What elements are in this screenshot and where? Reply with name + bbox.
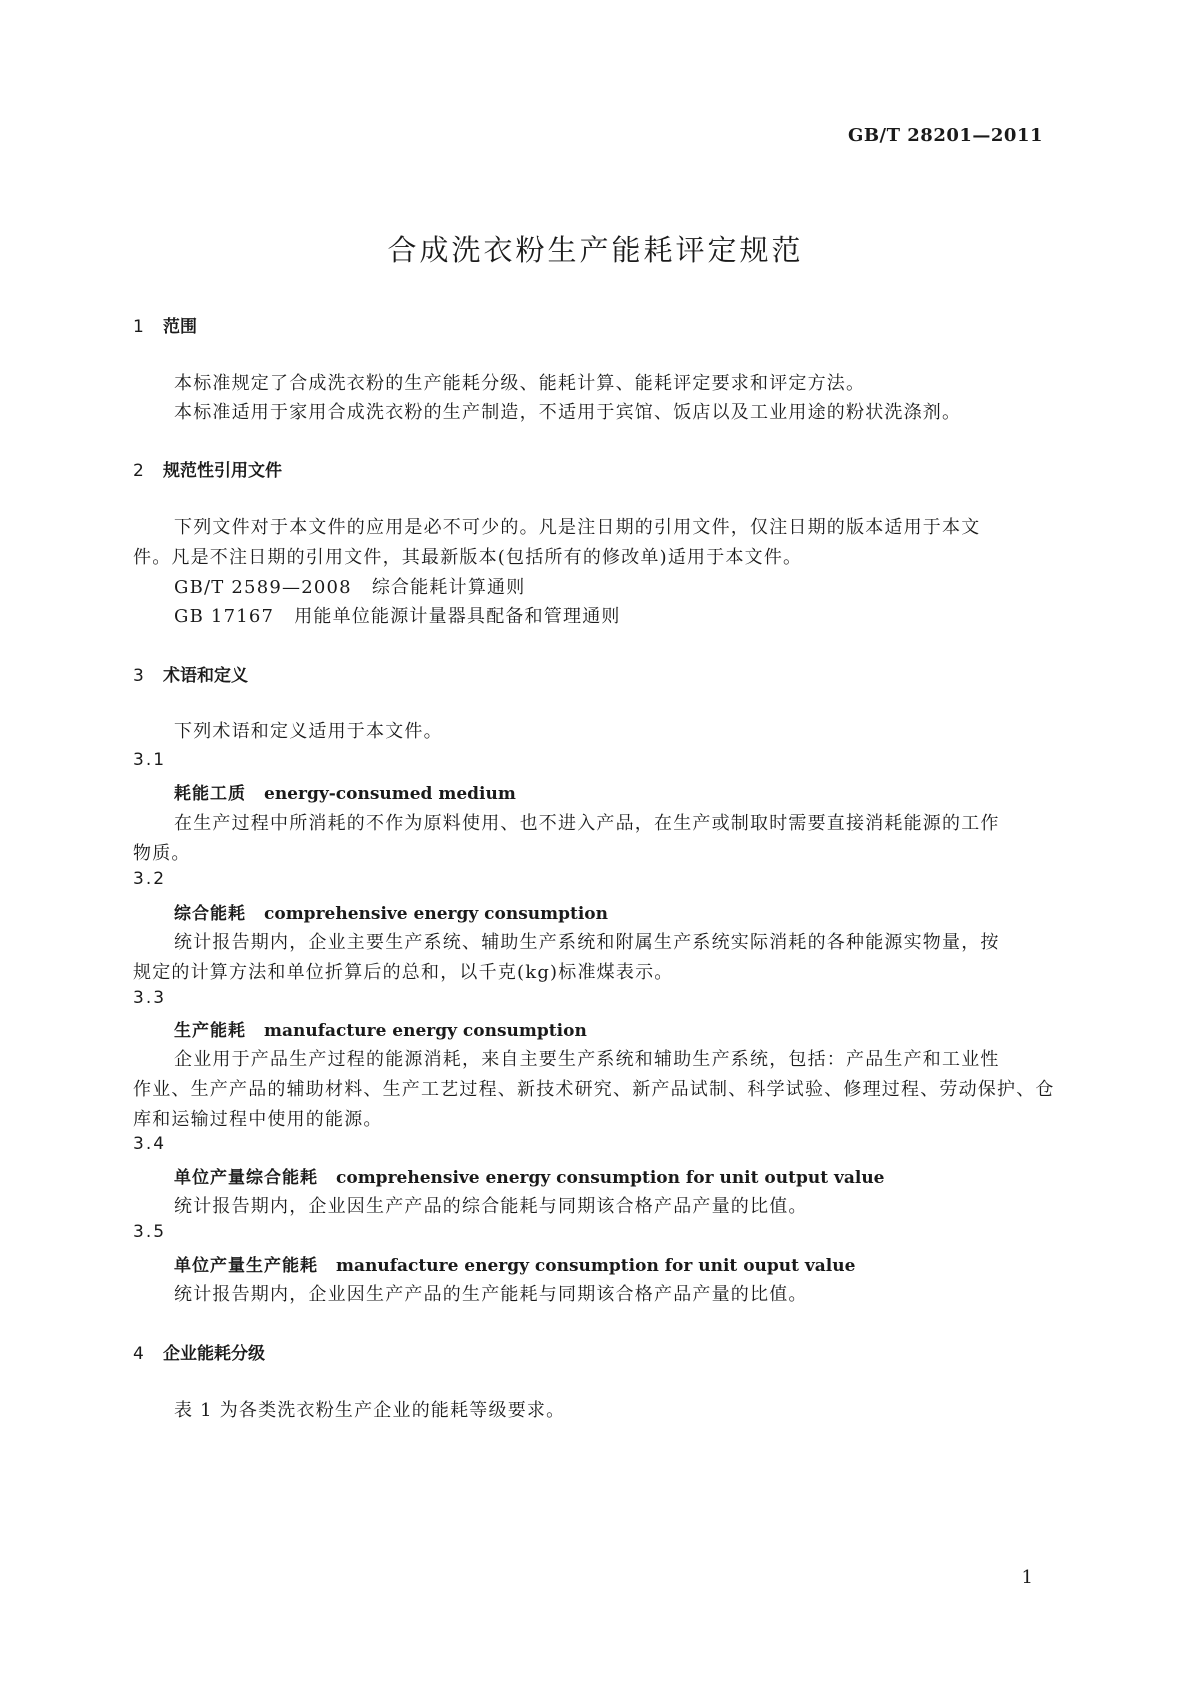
page-number: 1 — [1021, 1567, 1033, 1588]
definition-line: 在生产过程中所消耗的不作为原料使用、也不进入产品，在生产或制取时需要直接消耗能源的工作 — [174, 813, 1000, 834]
definition-line: 统计报告期内，企业因生产产品的综合能耗与同期该合格产品产量的比值。 — [174, 1196, 808, 1217]
term-zh: 单位产量生产能耗 — [174, 1256, 318, 1276]
term-heading — [174, 1016, 587, 1041]
term-en: comprehensive energy consumption — [264, 904, 609, 924]
paragraph: 表 1 为各类洗衣粉生产企业的能耗等级要求。 — [174, 1400, 566, 1421]
definition-line: 规定的计算方法和单位折算后的总和，以千克(kg)标准煤表示。 — [133, 962, 674, 983]
section-4-heading — [133, 1339, 265, 1364]
term-number: 3.2 — [133, 869, 167, 889]
term-heading — [174, 899, 608, 924]
section-title: 企业能耗分级 — [163, 1344, 265, 1364]
reference-code: GB 17167 — [174, 606, 275, 627]
term-zh: 综合能耗 — [174, 904, 246, 924]
term-number: 3.3 — [133, 988, 167, 1008]
term-heading — [174, 1251, 855, 1276]
section-title: 规范性引用文件 — [163, 461, 282, 481]
term-heading — [174, 1163, 885, 1188]
section-2-heading — [133, 456, 282, 481]
section-3-heading — [133, 661, 248, 686]
normative-reference — [174, 573, 525, 599]
definition-line: 统计报告期内，企业因生产产品的生产能耗与同期该合格产品产量的比值。 — [174, 1284, 808, 1305]
term-en: energy-consumed medium — [264, 784, 516, 804]
term-zh: 耗能工质 — [174, 784, 246, 804]
section-1-heading — [133, 312, 197, 337]
definition-line: 库和运输过程中使用的能源。 — [133, 1109, 383, 1130]
section-title: 范围 — [163, 317, 197, 337]
document-title: 合成洗衣粉生产能耗评定规范 — [387, 233, 804, 267]
definition-line: 统计报告期内，企业主要生产系统、辅助生产系统和附属生产系统实际消耗的各种能源实物量，按 — [174, 932, 1000, 953]
paragraph-line: 下列文件对于本文件的应用是必不可少的。凡是注日期的引用文件，仅注日期的版本适用于本文 — [174, 517, 981, 538]
paragraph: 本标准规定了合成洗衣粉的生产能耗分级、能耗计算、能耗评定要求和评定方法。 — [174, 373, 866, 394]
paragraph: 本标准适用于家用合成洗衣粉的生产制造，不适用于宾馆、饭店以及工业用途的粉状洗涤剂。 — [174, 402, 962, 423]
standard-code: GB/T 28201—2011 — [847, 125, 1043, 146]
reference-code: GB/T 2589—2008 — [174, 577, 352, 598]
term-en: comprehensive energy consumption for unit output value — [336, 1168, 885, 1188]
reference-title: 综合能耗计算通则 — [371, 577, 526, 598]
reference-title: 用能单位能源计量器具配备和管理通则 — [294, 606, 621, 627]
definition-line: 物质。 — [133, 843, 191, 864]
term-heading — [174, 779, 516, 804]
definition-line: 企业用于产品生产过程的能源消耗，来自主要生产系统和辅助生产系统，包括：产品生产和工业性 — [174, 1049, 1000, 1070]
section-number: 3 — [133, 666, 144, 686]
normative-reference — [174, 602, 621, 628]
term-number: 3.4 — [133, 1134, 167, 1154]
definition-line: 作业、生产产品的辅助材料、生产工艺过程、新技术研究、新产品试制、科学试验、修理过程、劳动保护、仓 — [133, 1079, 1055, 1100]
section-number: 4 — [133, 1344, 144, 1364]
term-zh: 单位产量综合能耗 — [174, 1168, 318, 1188]
paragraph: 下列术语和定义适用于本文件。 — [174, 721, 443, 742]
section-title: 术语和定义 — [163, 666, 248, 686]
term-number: 3.5 — [133, 1222, 167, 1242]
term-en: manufacture energy consumption for unit ouput value — [336, 1256, 856, 1276]
section-number: 1 — [133, 317, 144, 337]
paragraph-line: 件。凡是不注日期的引用文件，其最新版本(包括所有的修改单)适用于本文件。 — [133, 547, 803, 568]
term-zh: 生产能耗 — [174, 1021, 246, 1041]
term-number: 3.1 — [133, 750, 167, 770]
term-en: manufacture energy consumption — [264, 1021, 587, 1041]
section-number: 2 — [133, 461, 144, 481]
